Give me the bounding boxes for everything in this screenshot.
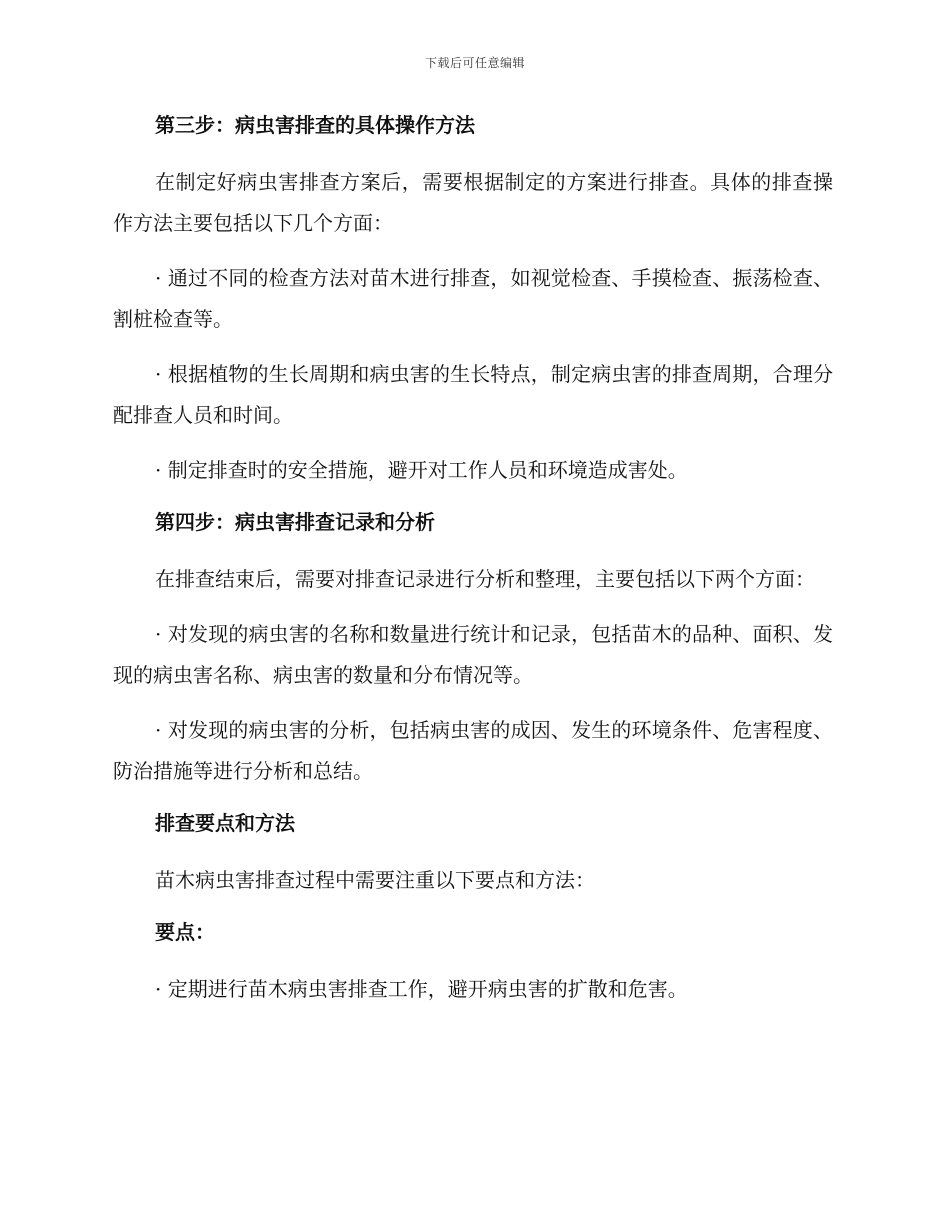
bullet-inspection-methods: · 通过不同的检查方法对苗木进行排查，如视觉检查、手摸检查、振荡检查、割桩检查等。 bbox=[113, 266, 833, 331]
bullet-safety-measures: · 制定排查时的安全措施，避开对工作人员和环境造成害处。 bbox=[155, 458, 688, 482]
subheading-key-points: 要点： bbox=[155, 920, 215, 944]
header-note: 下载后可任意编辑 bbox=[424, 56, 525, 70]
paragraph-step3-intro: 在制定好病虫害排查方案后，需要根据制定的方案进行排查。具体的排查操作方法主要包括以下几个方面： bbox=[113, 170, 833, 235]
bullet-regular-inspection: · 定期进行苗木病虫害排查工作，避开病虫害的扩散和危害。 bbox=[155, 977, 688, 1001]
paragraph-key-points-intro: 苗木病虫害排查过程中需要注重以下要点和方法： bbox=[155, 868, 595, 892]
bullet-inspection-cycle: · 根据植物的生长周期和病虫害的生长特点，制定病虫害的排查周期，合理分配排查人员和时间。 bbox=[113, 362, 833, 427]
paragraph-step4-intro: 在排查结束后，需要对排查记录进行分析和整理，主要包括以下两个方面： bbox=[155, 567, 815, 591]
section-heading-step3: 第三步：病虫害排查的具体操作方法 bbox=[155, 113, 475, 137]
section-heading-key-points: 排查要点和方法 bbox=[155, 811, 295, 835]
bullet-analysis-summary: · 对发现的病虫害的分析，包括病虫害的成因、发生的环境条件、危害程度、防治措施等进行分析和总结。 bbox=[113, 718, 833, 783]
section-heading-step4: 第四步：病虫害排查记录和分析 bbox=[155, 510, 435, 534]
bullet-record-statistics: · 对发现的病虫害的名称和数量进行统计和记录，包括苗木的品种、面积、发现的病虫害名称、病虫害的数量和分布情况等。 bbox=[113, 622, 833, 687]
document-body bbox=[113, 108, 833, 1024]
